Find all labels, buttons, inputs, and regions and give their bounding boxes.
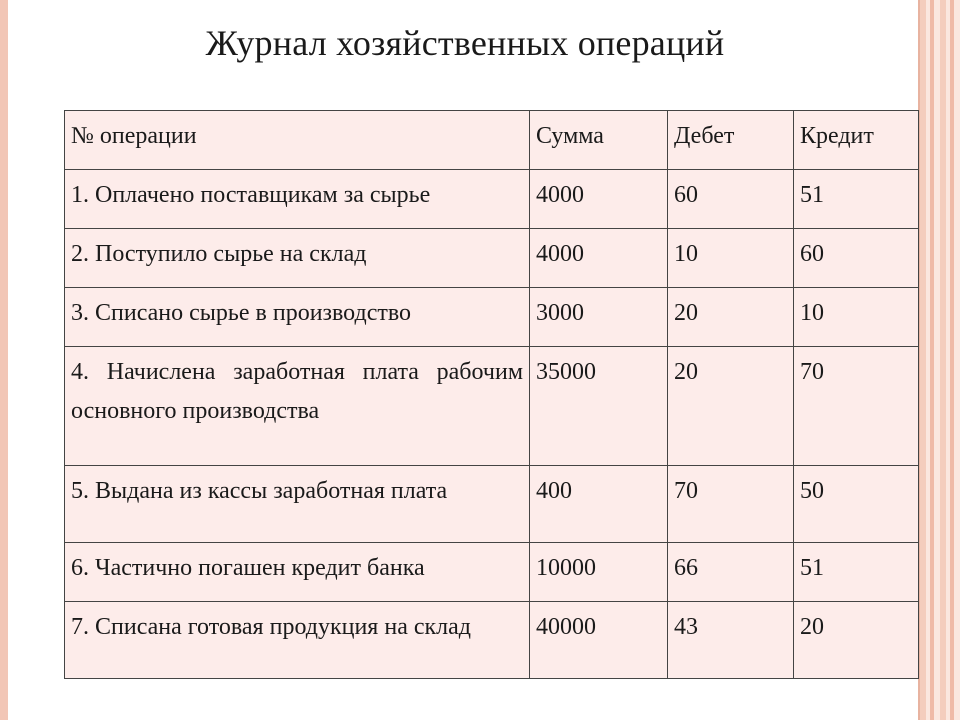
header-debit: Дебет [668, 111, 794, 170]
sum-cell: 4000 [530, 229, 668, 288]
header-credit: Кредит [794, 111, 919, 170]
sum-cell: 35000 [530, 347, 668, 466]
credit-cell: 60 [794, 229, 919, 288]
sum-cell: 4000 [530, 170, 668, 229]
credit-cell: 70 [794, 347, 919, 466]
operation-cell: 4. Начислена заработная плата рабочим основного производства [65, 347, 530, 466]
operation-cell: 7. Списана готовая продукция на склад [65, 602, 530, 679]
credit-cell: 50 [794, 466, 919, 543]
debit-cell: 10 [668, 229, 794, 288]
debit-cell: 66 [668, 543, 794, 602]
debit-cell: 20 [668, 288, 794, 347]
header-sum: Сумма [530, 111, 668, 170]
slide-frame-left [0, 0, 8, 720]
debit-cell: 20 [668, 347, 794, 466]
table-row [65, 347, 919, 466]
operation-cell: 3. Списано сырье в производство [65, 288, 530, 347]
page-title: Журнал хозяйственных операций [205, 23, 725, 63]
debit-cell: 70 [668, 466, 794, 543]
operation-cell: 2. Поступило сырье на склад [65, 229, 530, 288]
operation-cell: 5. Выдана из кассы заработная плата [65, 466, 530, 543]
operation-cell: 1. Оплачено поставщикам за сырье [65, 170, 530, 229]
table-header-row [65, 111, 919, 170]
credit-cell: 20 [794, 602, 919, 679]
table-row [65, 170, 919, 229]
table-row [65, 229, 919, 288]
credit-cell: 51 [794, 543, 919, 602]
sum-cell: 3000 [530, 288, 668, 347]
table-row [65, 543, 919, 602]
debit-cell: 60 [668, 170, 794, 229]
sum-cell: 40000 [530, 602, 668, 679]
credit-cell: 10 [794, 288, 919, 347]
debit-cell: 43 [668, 602, 794, 679]
operation-cell: 6. Частично погашен кредит банка [65, 543, 530, 602]
slide-frame-right [920, 0, 960, 720]
operations-journal-table [64, 110, 919, 679]
credit-cell: 51 [794, 170, 919, 229]
sum-cell: 10000 [530, 543, 668, 602]
header-operation: № операции [65, 111, 530, 170]
table-row [65, 466, 919, 543]
table-row [65, 602, 919, 679]
table-row [65, 288, 919, 347]
sum-cell: 400 [530, 466, 668, 543]
